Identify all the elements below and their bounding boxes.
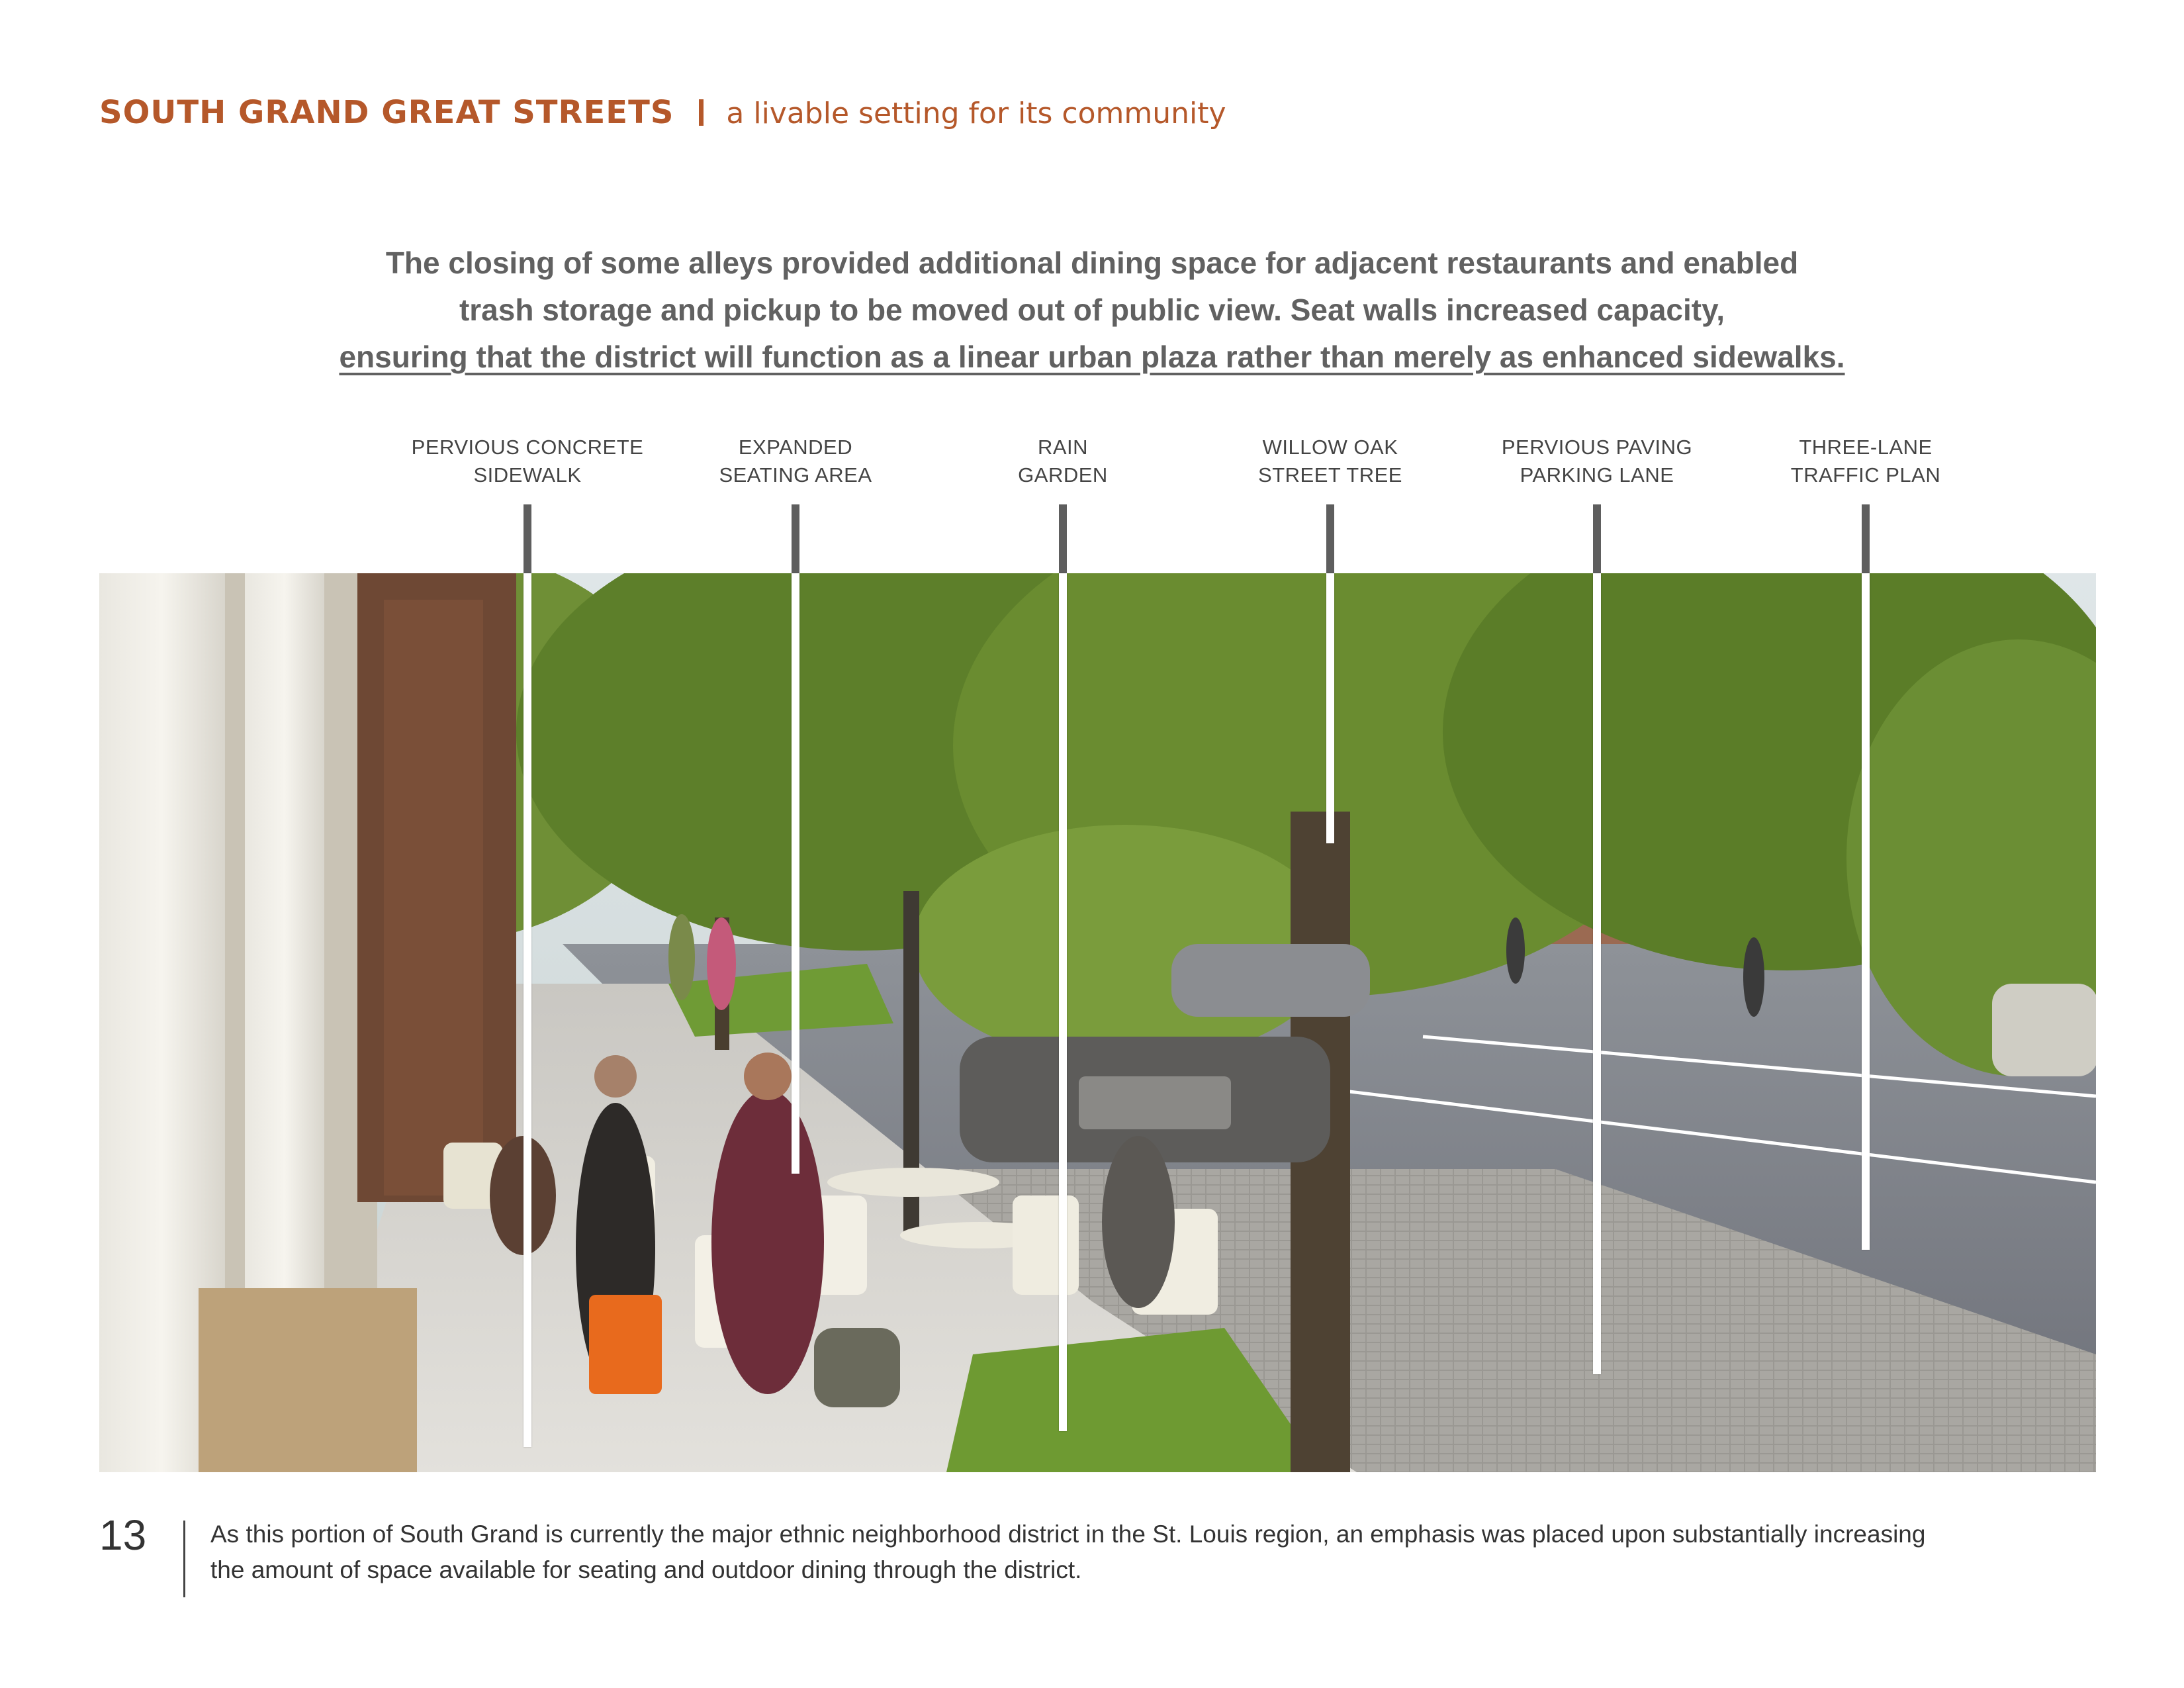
callout-line: RAIN bbox=[1037, 436, 1089, 459]
building-column bbox=[245, 573, 324, 1301]
footer-divider bbox=[183, 1521, 185, 1597]
callout-line: SIDEWALK bbox=[473, 463, 582, 487]
intro-line: trash storage and pickup to be moved out of public view. Seat walls increased capacity, bbox=[459, 293, 1725, 327]
callout-label-street-tree bbox=[1191, 434, 1469, 489]
callout-leader-overlay bbox=[1593, 573, 1601, 1374]
callout-line: THREE-LANE bbox=[1799, 436, 1933, 459]
callout-leader-overlay bbox=[792, 573, 799, 1174]
intro-underlined-line: ensuring that the district will function as a linear urban plaza rather than merely as enhanced sidewalks. bbox=[339, 340, 1845, 374]
callout-leader bbox=[1059, 504, 1067, 574]
orange-bag bbox=[589, 1295, 662, 1394]
cafe-chair bbox=[1013, 1196, 1079, 1295]
distant-pedestrian bbox=[1506, 917, 1525, 984]
callout-label-parking-lane bbox=[1458, 434, 1736, 489]
callout-leader-overlay bbox=[1326, 573, 1334, 843]
brick-pier bbox=[384, 600, 483, 1196]
intro-paragraph bbox=[99, 240, 2085, 381]
callout-leader-overlay bbox=[1862, 573, 1870, 1250]
distant-pedestrian bbox=[707, 917, 736, 1010]
callout-label-seating bbox=[657, 434, 934, 489]
intro-line: The closing of some alleys provided additional dining space for adjacent restaurants and enabled bbox=[385, 246, 1799, 280]
callout-leader bbox=[523, 504, 531, 574]
footer-caption bbox=[210, 1517, 2103, 1588]
header-subtitle: a livable setting for its community bbox=[726, 97, 1226, 130]
pedestrian-head bbox=[594, 1055, 637, 1098]
distant-pedestrian bbox=[668, 914, 695, 1000]
callout-line: SEATING AREA bbox=[719, 463, 872, 487]
seated-diner bbox=[1102, 1136, 1175, 1308]
callout-line: GARDEN bbox=[1018, 463, 1108, 487]
callout-line: PARKING LANE bbox=[1520, 463, 1674, 487]
header-title: SOUTH GRAND GREAT STREETS bbox=[99, 94, 674, 131]
callout-leader bbox=[1593, 504, 1601, 574]
pedestrian-head bbox=[744, 1053, 792, 1100]
footer-caption-line: the amount of space available for seating and outdoor dining through the district. bbox=[210, 1556, 1082, 1583]
street-rendering-illustration bbox=[99, 573, 2096, 1472]
header-separator bbox=[699, 99, 704, 126]
callout-leader bbox=[792, 504, 799, 574]
distant-car bbox=[1171, 944, 1370, 1017]
distant-pedestrian bbox=[1743, 937, 1764, 1017]
callout-label-traffic-plan bbox=[1727, 434, 2005, 489]
callout-leader-overlay bbox=[523, 573, 531, 1447]
seat-wall bbox=[199, 1288, 417, 1472]
pedestrian bbox=[711, 1090, 824, 1394]
page-header bbox=[99, 94, 1226, 131]
callout-label-rain-garden bbox=[924, 434, 1202, 489]
callout-line: PERVIOUS CONCRETE bbox=[411, 436, 644, 459]
callout-line: PERVIOUS PAVING bbox=[1501, 436, 1693, 459]
seated-diner bbox=[490, 1136, 556, 1255]
footer-caption-line: As this portion of South Grand is currently the major ethnic neighborhood district in the St. Louis region, an emphasis was placed upon substantially increasing bbox=[210, 1521, 1926, 1548]
callout-leader-overlay bbox=[1059, 573, 1067, 1431]
street-rendering bbox=[99, 573, 2096, 1472]
distant-car bbox=[1992, 984, 2096, 1076]
callout-label-sidewalk bbox=[388, 434, 666, 489]
page-number: 13 bbox=[99, 1511, 147, 1559]
car-grille bbox=[1079, 1076, 1231, 1129]
callout-leader bbox=[1326, 504, 1334, 574]
callout-line: TRAFFIC PLAN bbox=[1790, 463, 1941, 487]
callout-line: EXPANDED bbox=[738, 436, 853, 459]
duffel-bag bbox=[814, 1328, 900, 1407]
callout-line: STREET TREE bbox=[1258, 463, 1402, 487]
cafe-table bbox=[827, 1168, 999, 1197]
callout-line: WILLOW OAK bbox=[1262, 436, 1398, 459]
callout-leader bbox=[1862, 504, 1870, 574]
